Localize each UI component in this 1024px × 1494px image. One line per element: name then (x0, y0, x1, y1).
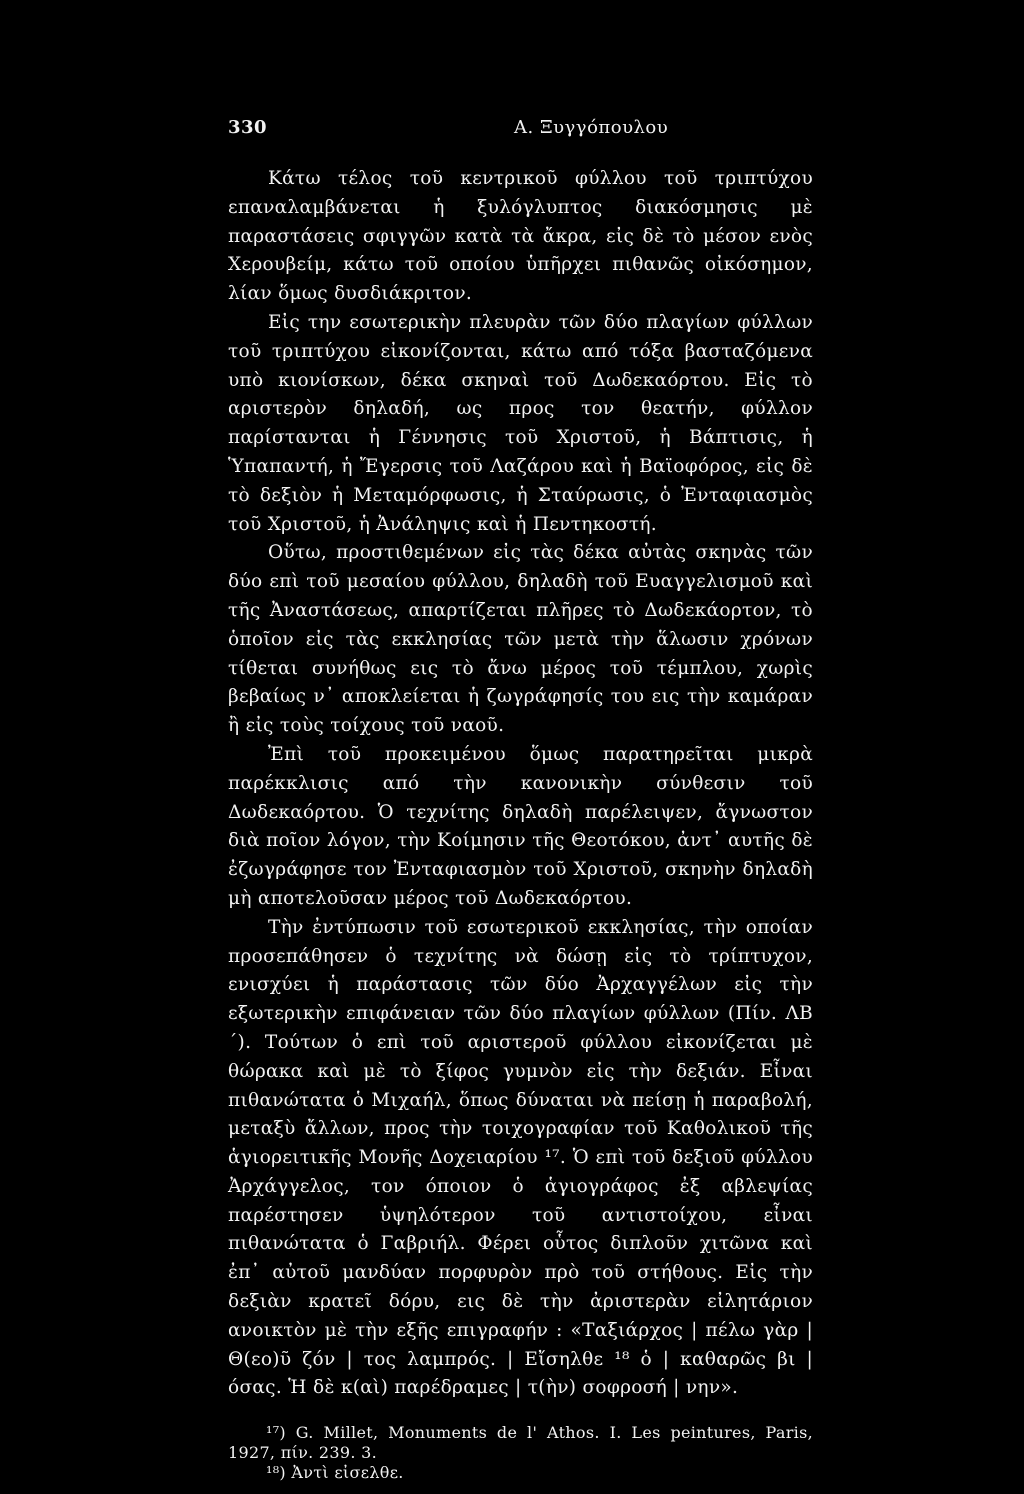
body-text (228, 165, 813, 1483)
footnote-17: ¹⁷) G. Millet, Monuments de l' Athos. I. Les peintures, Paris, 1927, πίν. 239. 3. (228, 1423, 813, 1463)
paragraph-5: Τὴν ἐντύπωσιν τοῦ εσωτερικοῦ εκκλησίας, τὴν οποίαν προσεπάθησεν ὁ τεχνίτης νὰ δώσῃ εἰς τὸ τρίπτυχον, ενισχύει ἡ παράστασις τῶν δύο Ἀρχαγγέλων εἰς τὴν εξωτερικὴν επιφάνειαν τῶν δύο πλαγίων φύλλων (Πίν. ΛΒ´). Τούτων ὁ επὶ τοῦ αριστεροῦ φύλλου εἰκονίζεται μὲ θώρακα καὶ μὲ τὸ ξίφος γυμνὸν εἰς τὴν δεξιάν. Εἶναι πιθανώτατα ὁ Μιχαήλ, ὅπως δύναται νὰ πείσῃ ἡ παραβολή, μεταξὺ ἄλλων, προς τὴν τοιχογραφίαν τοῦ Καθολικοῦ τῆς ἁγιορειτικῆς Μονῆς Δοχειαρίου ¹⁷. Ὁ επὶ τοῦ δεξιοῦ φύλλου Ἀρχάγγελος, τον όποιον ὁ ἁγιογράφος ἐξ αβλεψίας παρέστησεν ὑψηλότερον τοῦ αντιστοίχου, εἶναι πιθανώτατα ὁ Γαβριήλ. Φέρει οὗτος διπλοῦν χιτῶνα καὶ ἐπ᾿ αὐτοῦ μανδύαν πορφυρὸν πρὸ τοῦ στήθους. Εἰς τὴν δεξιὰν κρατεῖ δόρυ, εις δὲ τὴν ἀριστερὰν εἰλητάριον ανοικτὸν μὲ τὴν εξῆς επιγραφήν : «Ταξιάρχος | πέλω γὰρ | Θ(εο)ῦ ζόν | τος λαμπρός. | Εἴσηλθε ¹⁸ ὁ | καθαρῶς βι | όσας. Ἡ δὲ κ(αὶ) παρέδραμες | τ(ὴν) σοφροσή | νην». (228, 916, 813, 1399)
paragraph-1: Κάτω τέλος τοῦ κεντρικοῦ φύλλου τοῦ τριπτύχου επαναλαμβάνεται ἡ ξυλόγλυπτος διακόσμησις μὲ παραστάσεις σφιγγῶν κατὰ τὰ ἄκρα, εἰς δὲ τὸ μέσον ενὸς Χερουβείμ, κάτω τοῦ οποίου ὑπῆρχει πιθανῶς οἰκόσημον, λίαν ὅμως δυσδιάκριτον. (228, 168, 813, 305)
footnotes (228, 1423, 813, 1483)
paragraph-4: Ἐπὶ τοῦ προκειμένου ὅμως παρατηρεῖται μικρὰ παρέκκλισις από τὴν κανονικὴν σύνθεσιν τοῦ Δωδεκαόρτου. Ὁ τεχνίτης δηλαδὴ παρέλειψεν, ἄγνωστον διὰ ποῖον λόγον, τὴν Κοίμησιν τῆς Θεοτόκου, ἀντ᾿ αυτῆς δὲ ἐζωγράφησε τον Ἐνταφιασμὸν τοῦ Χριστοῦ, σκηνὴν δηλαδὴ μὴ αποτελοῦσαν μέρος τοῦ Δωδεκαόρτου. (228, 743, 813, 909)
paragraph-3: Οὕτω, προστιθεμένων εἰς τὰς δέκα αὐτὰς σκηνὰς τῶν δύο επὶ τοῦ μεσαίου φύλλου, δηλαδὴ τοῦ Ευαγγελισμοῦ καὶ τῆς Ἀναστάσεως, απαρτίζεται πλῆρες τὸ Δωδεκάορτον, τὸ ὁποῖον εἰς τὰς εκκλησίας τῶν μετὰ τὴν ἅλωσιν χρόνων τίθεται συνήθως εις τὸ ἄνω μέρος τοῦ τέμπλου, χωρὶς βεβαίως ν᾿ αποκλείεται ἡ ζωγράφησίς του εις τὴν καμάραν ἢ εἰς τοὺς τοίχους τοῦ ναοῦ. (228, 542, 813, 737)
footnote-18: ¹⁸) Ἀντὶ εἰσελθε. (266, 1463, 404, 1483)
page-number: 330 (228, 117, 268, 138)
running-head: Α. Ξυγγόπουλου (514, 117, 669, 138)
paragraph-2: Εἰς την εσωτερικὴν πλευρὰν τῶν δύο πλαγίων φύλλων τοῦ τριπτύχου εἰκονίζονται, κάτω από τόξα βασταζόμενα υπὸ κιονίσκων, δέκα σκηναὶ τοῦ Δωδεκαόρτου. Εἰς τὸ αριστερὸν δηλαδή, ως προς τον θεατήν, φύλλον παρίστανται ἡ Γέννησις τοῦ Χριστοῦ, ἡ Βάπτισις, ἡ Ὑπαπαντή, ἡ Ἔγερσις τοῦ Λαζάρου καὶ ἡ Βαϊοφόρος, εἰς δὲ τὸ δεξιὸν ἡ Μεταμόρφωσις, ἡ Σταύρωσις, ὁ Ἐνταφιασμὸς τοῦ Χριστοῦ, ἡ Ἀνάληψις καὶ ἡ Πεντηκοστή. (228, 311, 813, 535)
